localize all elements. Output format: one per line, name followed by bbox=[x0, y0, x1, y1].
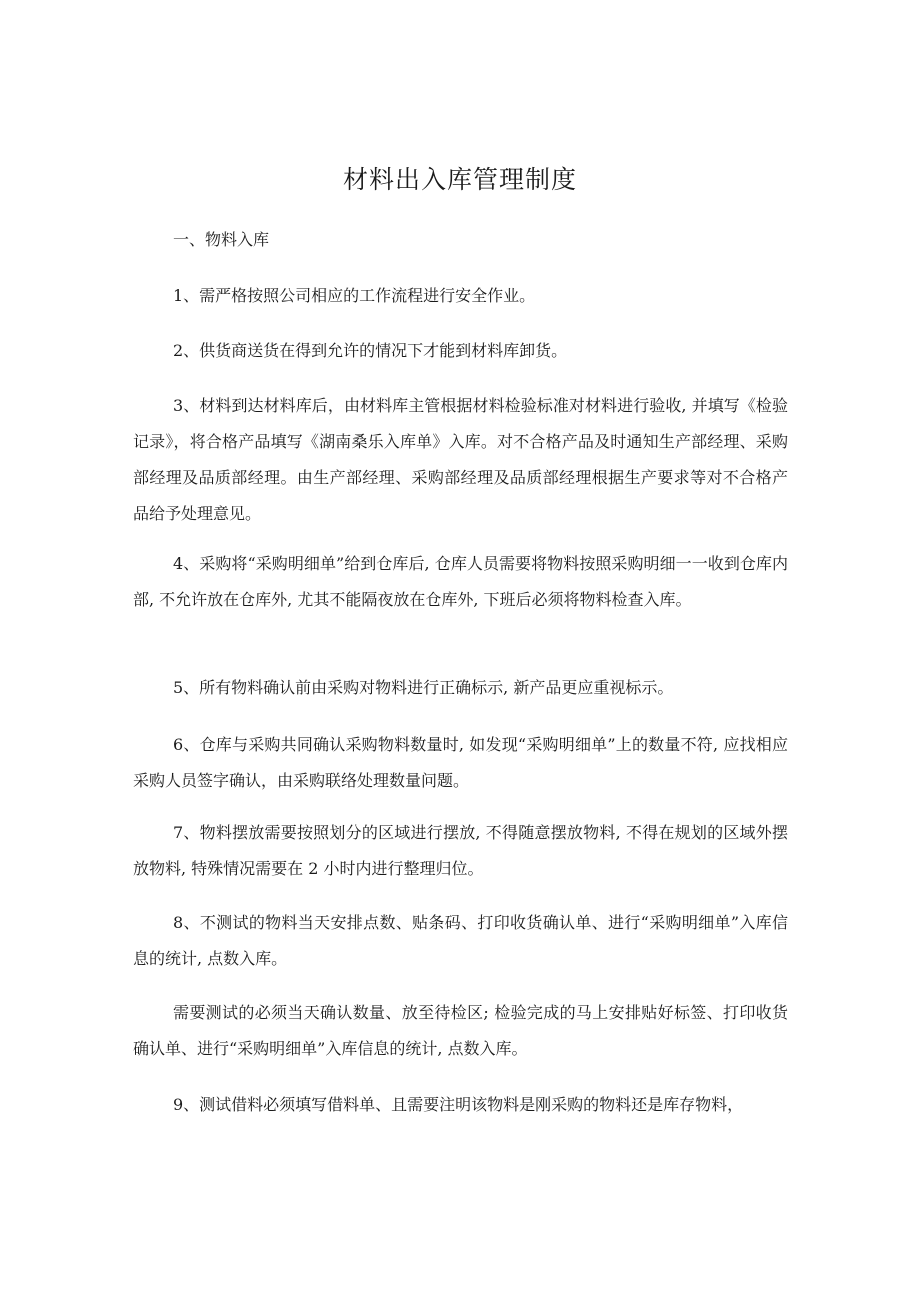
paragraph-1: 1、需严格按照公司相应的工作流程进行安全作业。 bbox=[173, 286, 536, 305]
paragraph-3: 3、材料到达材料库后，由材料库主管根据材料检验标准对材料进行验收, 并填写《检验记录》，将合格产品填写《湖南桑乐入库单》入库。对不合格产品及时通知生产部经理、采购部经理及品质部经理。由生产部经理、采购部经理及品质部经理根据生产要求等对不合格产品给予处理意见。 bbox=[133, 396, 788, 523]
paragraph-5: 5、所有物料确认前由采购对物料进行正确标示, 新产品更应重视标示。 bbox=[173, 678, 674, 697]
paragraph-4: 4、采购将“采购明细单”给到仓库后, 仓库人员需要将物料按照采购明细一一收到仓库内部, 不允许放在仓库外, 尤其不能隔夜放在仓库外, 下班后必须将物料检查入库。 bbox=[133, 554, 788, 609]
section-heading: 一、物料入库 bbox=[173, 230, 270, 249]
paragraph-8-continued: 需要测试的必须当天确认数量、放至待检区; 检验完成的马上安排贴好标签、打印收货确认单、进行“采购明细单”入库信息的统计, 点数入库。 bbox=[133, 1003, 788, 1058]
paragraph-7: 7、物料摆放需要按照划分的区域进行摆放, 不得随意摆放物料, 不得在规划的区域外摆放物料, 特殊情况需要在 2 小时内进行整理归位。 bbox=[133, 823, 788, 878]
paragraph-6: 6、仓库与采购共同确认采购物料数量时, 如发现“采购明细单”上的数量不符, 应找相应采购人员签字确认，由采购联络处理数量问题。 bbox=[133, 735, 788, 790]
paragraph-2: 2、供货商送货在得到允许的情况下才能到材料库卸货。 bbox=[173, 341, 568, 360]
document-title: 材料出入库管理制度 bbox=[342, 165, 577, 194]
paragraph-8: 8、不测试的物料当天安排点数、贴条码、打印收货确认单、进行“采购明细单”入库信息的统计, 点数入库。 bbox=[133, 913, 788, 968]
paragraph-9: 9、测试借料必须填写借料单、且需要注明该物料是刚采购的物料还是库存物料， bbox=[173, 1095, 744, 1114]
